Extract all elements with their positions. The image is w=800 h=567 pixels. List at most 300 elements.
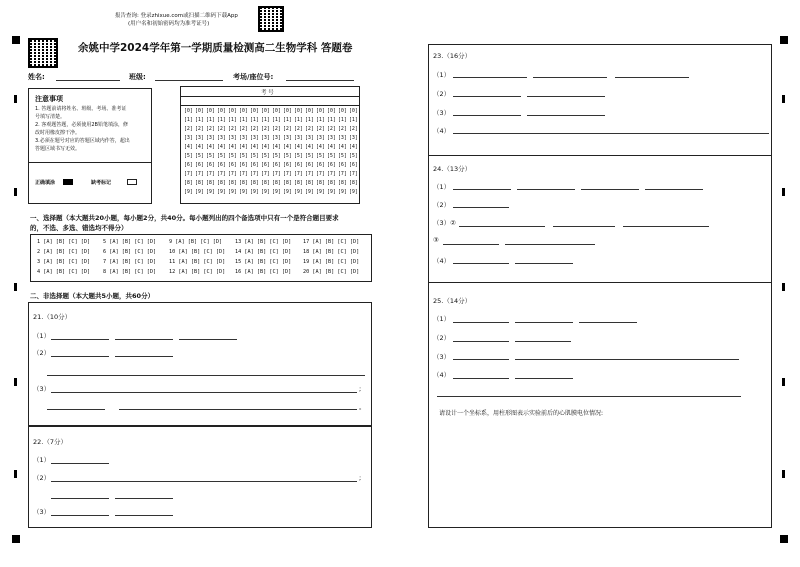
exam-id-digit-bubble[interactable]: [6] [183,162,193,168]
q21-part2: （2） [33,349,51,357]
correct-fill-sample [63,179,73,185]
exam-id-digit-bubble[interactable]: [5] [337,153,347,159]
exam-id-digit-bubble[interactable]: [2] [282,126,292,132]
exam-id-digit-bubble[interactable]: [2] [337,126,347,132]
exam-id-digit-bubble[interactable]: [0] [183,108,193,114]
exam-id-digit-bubble[interactable]: [5] [271,153,281,159]
exam-id-digit-bubble[interactable]: [7] [315,171,325,177]
exam-id-digit-bubble[interactable]: [9] [216,189,226,195]
exam-id-digit-bubble[interactable]: [8] [271,180,281,186]
exam-id-digit-bubble[interactable]: [7] [249,171,259,177]
q23-part3: （3） [433,109,451,117]
exam-id-digit-bubble[interactable]: [1] [282,117,292,123]
exam-id-digit-bubble[interactable]: [3] [194,135,204,141]
exam-id-column [326,107,337,202]
exam-id-digit-bubble[interactable]: [0] [249,108,259,114]
exam-id-digit-bubble[interactable]: [2] [271,126,281,132]
exam-id-digit-bubble[interactable]: [0] [326,108,336,114]
exam-id-digit-bubble[interactable]: [3] [216,135,226,141]
exam-id-digit-bubble[interactable]: [9] [205,189,215,195]
exam-id-digit-bubble[interactable]: [5] [282,153,292,159]
exam-id-digit-bubble[interactable]: [3] [249,135,259,141]
mcq-question-bubbles[interactable]: 3 [A] [B] [C] [D] [37,259,91,265]
exam-id-column [249,107,260,202]
mcq-question-bubbles[interactable]: 19 [A] [B] [C] [D] [303,259,360,265]
exam-id-digit-bubble[interactable]: [3] [227,135,237,141]
mcq-question-bubbles[interactable]: 1 [A] [B] [C] [D] [37,239,91,245]
q24-part1: （1） [433,183,451,191]
exam-id-digit-bubble[interactable]: [4] [260,144,270,150]
exam-id-digit-bubble[interactable]: [9] [282,189,292,195]
exam-id-digit-bubble[interactable]: [3] [304,135,314,141]
exam-id-digit-bubble[interactable]: [0] [216,108,226,114]
exam-id-digit-bubble[interactable]: [3] [282,135,292,141]
exam-id-digit-bubble[interactable]: [4] [216,144,226,150]
answer-line[interactable] [119,409,357,410]
answer-line[interactable] [527,96,605,97]
exam-id-digit-bubble[interactable]: [0] [205,108,215,114]
exam-id-column [227,107,238,202]
answer-line[interactable] [453,378,509,379]
exam-id-digit-bubble[interactable]: [2] [260,126,270,132]
exam-id-digit-bubble[interactable]: [7] [326,171,336,177]
mcq-question-bubbles[interactable]: 20 [A] [B] [C] [D] [303,269,360,275]
answer-line[interactable] [533,77,607,78]
timing-mark [782,95,785,103]
q23-title: 23.（16分） [433,52,472,60]
q21-part3: （3） [33,385,51,393]
exam-id-digit-bubble[interactable]: [8] [238,180,248,186]
exam-id-digit-bubble[interactable]: [1] [205,117,215,123]
exam-id-digit-bubble[interactable]: [6] [194,162,204,168]
q25-title: 25.（14分） [433,297,472,305]
q25-part4: （4） [433,371,451,379]
exam-id-digit-bubble[interactable]: [6] [348,162,358,168]
exam-id-column [271,107,282,202]
exam-id-digit-bubble[interactable]: [1] [326,117,336,123]
section1-title-cont: 的，不选、多选、错选均不得分） [30,224,128,232]
answer-line[interactable] [115,339,173,340]
exam-id-digit-bubble[interactable]: [3] [315,135,325,141]
exam-id-digit-bubble[interactable]: [0] [337,108,347,114]
exam-id-digit-bubble[interactable]: [0] [304,108,314,114]
answer-line[interactable] [453,115,521,116]
exam-id-digit-bubble[interactable]: [7] [227,171,237,177]
exam-id-digit-bubble[interactable]: [8] [227,180,237,186]
q22-part3: （3） [33,508,51,516]
exam-id-digit-bubble[interactable]: [7] [348,171,358,177]
exam-id-digit-bubble[interactable]: [3] [293,135,303,141]
exam-id-digit-bubble[interactable]: [1] [194,117,204,123]
exam-id-digit-bubble[interactable]: [8] [326,180,336,186]
right-answer-box [428,44,772,528]
answer-line[interactable] [51,515,109,516]
exam-id-digit-bubble[interactable]: [4] [238,144,248,150]
name-field[interactable] [56,80,120,81]
answer-line[interactable] [51,356,109,357]
exam-id-digit-bubble[interactable]: [8] [183,180,193,186]
timing-mark [782,378,785,386]
exam-id-digit-bubble[interactable]: [0] [315,108,325,114]
exam-id-digit-bubble[interactable]: [7] [293,171,303,177]
exam-id-digit-bubble[interactable]: [2] [293,126,303,132]
exam-id-header-divider [181,96,359,97]
exam-id-digit-bubble[interactable]: [6] [282,162,292,168]
exam-id-digit-bubble[interactable]: [7] [194,171,204,177]
answer-line[interactable] [615,77,689,78]
exam-id-digit-bubble[interactable]: [8] [304,180,314,186]
exam-id-digit-bubble[interactable]: [3] [326,135,336,141]
answer-line[interactable] [47,375,365,376]
exam-id-digit-bubble[interactable]: [7] [205,171,215,177]
mcq-question-bubbles[interactable]: 10 [A] [B] [C] [D] [169,249,226,255]
exam-id-column [315,107,326,202]
mcq-question-bubbles[interactable]: 5 [A] [B] [C] [D] [103,239,157,245]
exam-id-digit-bubble[interactable]: [6] [249,162,259,168]
exam-id-digit-bubble[interactable]: [5] [348,153,358,159]
exam-id-digit-bubble[interactable]: [5] [315,153,325,159]
exam-id-digit-bubble[interactable]: [9] [194,189,204,195]
exam-id-digit-bubble[interactable]: [4] [271,144,281,150]
exam-id-digit-bubble[interactable]: [6] [315,162,325,168]
class-label: 班级: [129,73,146,81]
absent-mark-box[interactable] [127,179,137,185]
answer-line[interactable] [453,133,769,134]
answer-line[interactable] [517,189,575,190]
exam-id-digit-bubble[interactable]: [4] [249,144,259,150]
report-notice-sub: (用户名和初始密码均为准考证号) [128,21,210,27]
q22-semicolon: ; [359,474,362,482]
exam-id-digit-bubble[interactable]: [6] [337,162,347,168]
exam-id-digit-bubble[interactable]: [0] [348,108,358,114]
notes-line: 号填写清楚。 [35,114,66,120]
exam-id-digit-bubble[interactable]: [4] [282,144,292,150]
q22-part2: （2） [33,474,51,482]
exam-id-digit-bubble[interactable]: [7] [260,171,270,177]
exam-id-digit-bubble[interactable]: [0] [227,108,237,114]
exam-id-digit-bubble[interactable]: [7] [216,171,226,177]
q22-title: 22.（7分） [33,438,67,446]
exam-id-digit-bubble[interactable]: [4] [194,144,204,150]
q25-drawing-area[interactable] [437,419,765,523]
exam-id-digit-bubble[interactable]: [6] [260,162,270,168]
mcq-question-bubbles[interactable]: 11 [A] [B] [C] [D] [169,259,226,265]
exam-id-digit-bubble[interactable]: [5] [205,153,215,159]
exam-id-digit-bubble[interactable]: [5] [293,153,303,159]
exam-id-digit-bubble[interactable]: [1] [249,117,259,123]
exam-id-digit-bubble[interactable]: [4] [183,144,193,150]
q24-part2: （2） [433,201,451,209]
answer-line[interactable] [527,115,605,116]
exam-id-digit-bubble[interactable]: [9] [260,189,270,195]
exam-id-digit-bubble[interactable]: [5] [249,153,259,159]
mcq-question-bubbles[interactable]: 17 [A] [B] [C] [D] [303,239,360,245]
exam-id-header: 考 号 [261,90,274,96]
exam-id-digit-bubble[interactable]: [4] [337,144,347,150]
exam-id-digit-bubble[interactable]: [4] [348,144,358,150]
mcq-question-bubbles[interactable]: 6 [A] [B] [C] [D] [103,249,157,255]
exam-id-column [194,107,205,202]
notes-line: 3.必须在题号对应的答题区域内作答，超出 [35,138,130,144]
exam-id-digit-bubble[interactable]: [9] [249,189,259,195]
exam-id-digit-bubble[interactable]: [1] [293,117,303,123]
q25-part3: （3） [433,353,451,361]
exam-id-digit-bubble[interactable]: [4] [326,144,336,150]
answer-line[interactable] [115,515,173,516]
answer-line[interactable] [51,481,357,482]
q22-box [28,426,372,528]
exam-id-digit-bubble[interactable]: [8] [337,180,347,186]
q25-part1: （1） [433,315,451,323]
mcq-question-bubbles[interactable]: 4 [A] [B] [C] [D] [37,269,91,275]
answer-line[interactable] [553,226,615,227]
exam-id-digit-bubble[interactable]: [5] [194,153,204,159]
exam-id-digit-bubble[interactable]: [9] [293,189,303,195]
exam-id-digit-bubble[interactable]: [8] [194,180,204,186]
timing-mark [14,470,17,478]
answer-line[interactable] [437,396,741,397]
answer-line[interactable] [51,339,109,340]
q21-title: 21.（10分） [33,313,72,321]
corner-mark-tr [780,36,788,44]
answer-line[interactable] [623,226,709,227]
exam-id-digit-bubble[interactable]: [8] [205,180,215,186]
answer-line[interactable] [453,189,511,190]
room-seat-field[interactable] [286,80,354,81]
exam-id-digit-bubble[interactable]: [5] [216,153,226,159]
exam-id-digit-bubble[interactable]: [6] [227,162,237,168]
q24-part3: （3）② [433,219,456,227]
answer-line[interactable] [453,341,509,342]
exam-id-digit-bubble[interactable]: [3] [260,135,270,141]
exam-id-digit-bubble[interactable]: [1] [337,117,347,123]
exam-id-digit-bubble[interactable]: [5] [227,153,237,159]
answer-line[interactable] [453,263,509,264]
answer-line[interactable] [515,322,573,323]
mcq-question-bubbles[interactable]: 14 [A] [B] [C] [D] [235,249,292,255]
exam-id-column [260,107,271,202]
exam-id-digit-bubble[interactable]: [4] [293,144,303,150]
exam-id-digit-bubble[interactable]: [4] [227,144,237,150]
exam-id-digit-bubble[interactable]: [2] [194,126,204,132]
answer-line[interactable] [453,322,509,323]
section2-title: 二、非选择题（本大题共5小题，共60分） [30,292,155,300]
exam-id-digit-bubble[interactable]: [0] [271,108,281,114]
answer-line[interactable] [515,359,739,360]
answer-line[interactable] [453,207,509,208]
exam-id-digit-bubble[interactable]: [9] [238,189,248,195]
exam-id-digit-bubble[interactable]: [2] [238,126,248,132]
exam-id-digit-bubble[interactable]: [5] [183,153,193,159]
exam-id-digit-bubble[interactable]: [2] [315,126,325,132]
exam-id-digit-bubble[interactable]: [9] [183,189,193,195]
exam-id-digit-bubble[interactable]: [0] [194,108,204,114]
exam-id-digit-bubble[interactable]: [7] [183,171,193,177]
q24-part4: （4） [433,257,451,265]
answer-line[interactable] [51,498,109,499]
timing-mark [782,283,785,291]
exam-id-digit-bubble[interactable]: [7] [304,171,314,177]
answer-line[interactable] [453,77,527,78]
exam-id-digit-bubble[interactable]: [0] [293,108,303,114]
exam-id-digit-bubble[interactable]: [6] [304,162,314,168]
mcq-question-bubbles[interactable]: 18 [A] [B] [C] [D] [303,249,360,255]
exam-id-digit-bubble[interactable]: [0] [282,108,292,114]
exam-id-digit-bubble[interactable]: [3] [205,135,215,141]
exam-id-digit-bubble[interactable]: [2] [348,126,358,132]
q23-part4: （4） [433,127,451,135]
class-field[interactable] [155,80,223,81]
exam-id-digit-bubble[interactable]: [7] [337,171,347,177]
exam-id-digit-bubble[interactable]: [4] [304,144,314,150]
answer-line[interactable] [115,356,173,357]
answer-line[interactable] [459,226,545,227]
exam-id-column [293,107,304,202]
q25-instruction: 请设计一个坐标系，用柱形图表示实验前后的心肌膜电位情况: [439,410,604,417]
answer-line[interactable] [505,244,595,245]
answer-line[interactable] [515,263,573,264]
exam-id-digit-bubble[interactable]: [2] [183,126,193,132]
q24-title: 24.（13分） [433,165,472,173]
answer-line[interactable] [115,498,173,499]
exam-id-digit-bubble[interactable]: [2] [326,126,336,132]
exam-id-digit-bubble[interactable]: [5] [326,153,336,159]
corner-mark-br [780,535,788,543]
exam-id-digit-bubble[interactable]: [5] [260,153,270,159]
exam-id-digit-bubble[interactable]: [6] [238,162,248,168]
exam-id-digit-bubble[interactable]: [2] [249,126,259,132]
exam-id-digit-bubble[interactable]: [1] [260,117,270,123]
exam-id-digit-bubble[interactable]: [8] [315,180,325,186]
exam-id-digit-bubble[interactable]: [9] [348,189,358,195]
timing-mark [14,283,17,291]
exam-id-digit-bubble[interactable]: [2] [216,126,226,132]
exam-id-digit-bubble[interactable]: [0] [238,108,248,114]
exam-id-digit-bubble[interactable]: [8] [260,180,270,186]
notes-line: 答题区域书写无效。 [35,146,81,152]
mcq-question-bubbles[interactable]: 2 [A] [B] [C] [D] [37,249,91,255]
exam-id-digit-bubble[interactable]: [4] [205,144,215,150]
answer-line[interactable] [453,96,521,97]
timing-mark [14,188,17,196]
exam-id-column [337,107,348,202]
mcq-question-bubbles[interactable]: 9 [A] [B] [C] [D] [169,239,223,245]
q22-part1: （1） [33,456,51,464]
exam-id-digit-bubble[interactable]: [2] [205,126,215,132]
answer-line[interactable] [515,378,573,379]
exam-id-digit-bubble[interactable]: [3] [238,135,248,141]
corner-mark-tl [12,36,20,44]
exam-id-digit-bubble[interactable]: [5] [304,153,314,159]
exam-id-digit-bubble[interactable]: [0] [260,108,270,114]
exam-id-digit-bubble[interactable]: [9] [227,189,237,195]
exam-id-column [238,107,249,202]
q23-divider [429,155,771,156]
exam-id-digit-bubble[interactable]: [8] [293,180,303,186]
exam-id-digit-bubble[interactable]: [3] [183,135,193,141]
mcq-question-bubbles[interactable]: 16 [A] [B] [C] [D] [235,269,292,275]
answer-line[interactable] [47,409,105,410]
exam-id-digit-bubble[interactable]: [6] [293,162,303,168]
answer-line[interactable] [579,322,637,323]
exam-id-digit-bubble[interactable]: [1] [348,117,358,123]
exam-id-digit-bubble[interactable]: [1] [227,117,237,123]
answer-line[interactable] [51,392,357,393]
mcq-question-bubbles[interactable]: 12 [A] [B] [C] [D] [169,269,226,275]
exam-id-digit-bubble[interactable]: [9] [304,189,314,195]
exam-id-digit-bubble[interactable]: [1] [183,117,193,123]
exam-id-digit-bubble[interactable]: [1] [304,117,314,123]
exam-id-digit-bubble[interactable]: [6] [271,162,281,168]
exam-id-column [282,107,293,202]
exam-id-digit-bubble[interactable]: [9] [326,189,336,195]
exam-id-digit-bubble[interactable]: [1] [238,117,248,123]
exam-id-digit-bubble[interactable]: [9] [315,189,325,195]
exam-id-digit-bubble[interactable]: [9] [271,189,281,195]
exam-id-digit-bubble[interactable]: [7] [282,171,292,177]
answer-line[interactable] [645,189,703,190]
q25-part2: （2） [433,334,451,342]
exam-id-digit-bubble[interactable]: [3] [348,135,358,141]
name-label: 姓名: [28,73,45,81]
answer-line[interactable] [443,244,499,245]
exam-id-digit-bubble[interactable]: [8] [282,180,292,186]
notes-line: 改时用橡皮擦干净。 [35,130,81,136]
q24-divider [429,282,771,283]
exam-id-digit-bubble[interactable]: [8] [216,180,226,186]
exam-id-digit-bubble[interactable]: [6] [205,162,215,168]
mcq-question-bubbles[interactable]: 8 [A] [B] [C] [D] [103,269,157,275]
exam-id-write-divider [181,105,359,106]
exam-id-digit-bubble[interactable]: [1] [315,117,325,123]
page-title: 余姚中学2024学年第一学期质量检测高二生物学科 答题卷 [78,42,353,54]
exam-id-digit-bubble[interactable]: [8] [249,180,259,186]
timing-mark [14,95,17,103]
absent-mark-label: 缺考标记 [91,180,112,186]
report-qr-code[interactable] [258,6,284,32]
exam-id-digit-bubble[interactable]: [7] [271,171,281,177]
exam-id-column [216,107,227,202]
exam-id-grid [180,86,360,204]
answer-line[interactable] [581,189,639,190]
exam-id-digit-bubble[interactable]: [2] [227,126,237,132]
mcq-question-bubbles[interactable]: 13 [A] [B] [C] [D] [235,239,292,245]
answer-line[interactable] [51,463,109,464]
exam-id-digit-bubble[interactable]: [1] [271,117,281,123]
exam-id-columns [183,107,359,202]
q24-part3-sub: ③ [433,236,439,244]
exam-id-digit-bubble[interactable]: [3] [271,135,281,141]
exam-id-digit-bubble[interactable]: [2] [304,126,314,132]
exam-id-digit-bubble[interactable]: [4] [315,144,325,150]
notes-divider [29,162,151,163]
exam-id-digit-bubble[interactable]: [7] [238,171,248,177]
answer-line[interactable] [179,339,237,340]
exam-id-digit-bubble[interactable]: [6] [216,162,226,168]
answer-line[interactable] [515,341,571,342]
mcq-question-bubbles[interactable]: 15 [A] [B] [C] [D] [235,259,292,265]
exam-id-digit-bubble[interactable]: [6] [326,162,336,168]
mcq-question-bubbles[interactable]: 7 [A] [B] [C] [D] [103,259,157,265]
answer-line[interactable] [453,359,509,360]
exam-id-digit-bubble[interactable]: [1] [216,117,226,123]
exam-id-digit-bubble[interactable]: [5] [238,153,248,159]
exam-id-digit-bubble[interactable]: [8] [348,180,358,186]
exam-id-digit-bubble[interactable]: [9] [337,189,347,195]
exam-id-digit-bubble[interactable]: [3] [337,135,347,141]
exam-id-column [183,107,194,202]
exam-id-column [205,107,216,202]
